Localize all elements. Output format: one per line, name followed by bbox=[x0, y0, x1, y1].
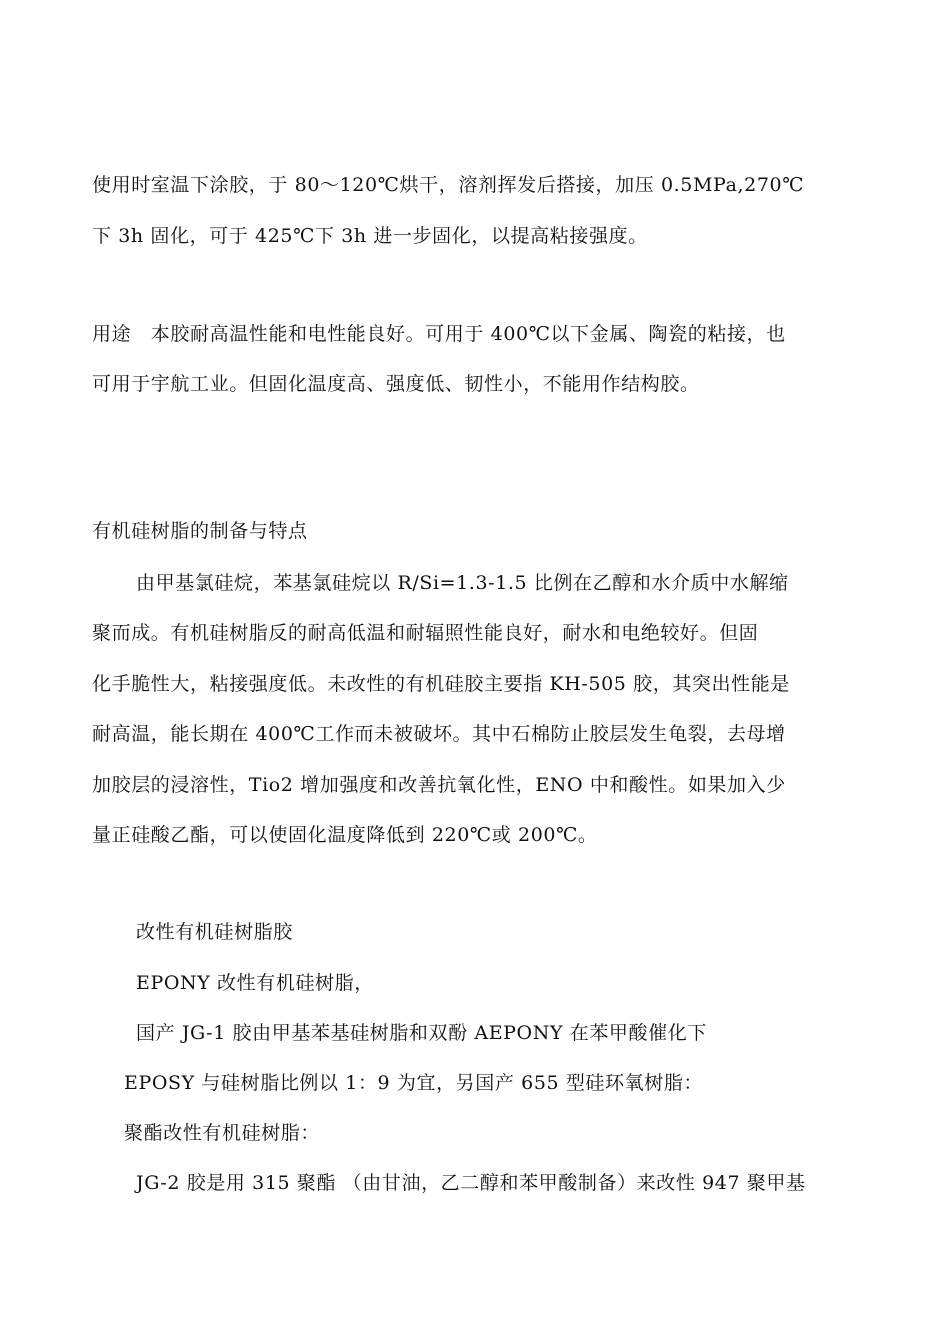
list-item-5: 聚酯改性有机硅树脂： bbox=[124, 1122, 321, 1144]
paragraph-1-line-2: 下 3h 固化，可于 425℃下 3h 进一步固化，以提高粘接强度。 bbox=[92, 225, 648, 247]
paragraph-3-line-5: 加胶层的浸溶性，Tio2 增加强度和改善抗氧化性，ENO 中和酸性。如果加入少 bbox=[92, 774, 786, 796]
paragraph-2-line-2: 可用于宇航工业。但固化温度高、强度低、韧性小，不能用作结构胶。 bbox=[92, 373, 700, 395]
paragraph-3-line-3: 化手脆性大，粘接强度低。未改性的有机硅胶主要指 KH-505 胶，其突出性能是 bbox=[92, 673, 790, 695]
list-item-6: JG-2 胶是用 315 聚酯 （由甘油，乙二醇和苯甲酸制备）来改性 947 聚甲基 bbox=[136, 1172, 806, 1194]
paragraph-3-line-1: 由甲基氯硅烷，苯基氯硅烷以 R/Si=1.3-1.5 比例在乙醇和水介质中水解缩 bbox=[136, 572, 789, 594]
paragraph-1-line-1: 使用时室温下涂胶，于 80～120℃烘干，溶剂挥发后搭接，加压 0.5MPa,270℃ bbox=[92, 174, 805, 196]
list-item-2: EPONY 改性有机硅树脂， bbox=[136, 972, 374, 994]
paragraph-3-line-4: 耐高温，能长期在 400℃工作而未被破坏。其中石棉防止胶层发生龟裂，去母增 bbox=[92, 723, 786, 745]
paragraph-3-line-2: 聚而成。有机硅树脂反的耐高低温和耐辐照性能良好，耐水和电绝较好。但固 bbox=[92, 622, 759, 644]
list-item-3: 国产 JG-1 胶由甲基苯基硅树脂和双酚 AEPONY 在苯甲酸催化下 bbox=[136, 1022, 707, 1044]
list-item-1: 改性有机硅树脂胶 bbox=[136, 921, 293, 943]
paragraph-3-line-6: 量正硅酸乙酯，可以使固化温度降低到 220℃或 200℃。 bbox=[92, 824, 598, 846]
section-heading: 有机硅树脂的制备与特点 bbox=[92, 520, 308, 542]
paragraph-2-line-1: 用途 本胶耐高温性能和电性能良好。可用于 400℃以下金属、陶瓷的粘接，也 bbox=[92, 323, 786, 345]
list-item-4: EPOSY 与硅树脂比例以 1：9 为宜，另国产 655 型硅环氧树脂： bbox=[124, 1072, 704, 1094]
